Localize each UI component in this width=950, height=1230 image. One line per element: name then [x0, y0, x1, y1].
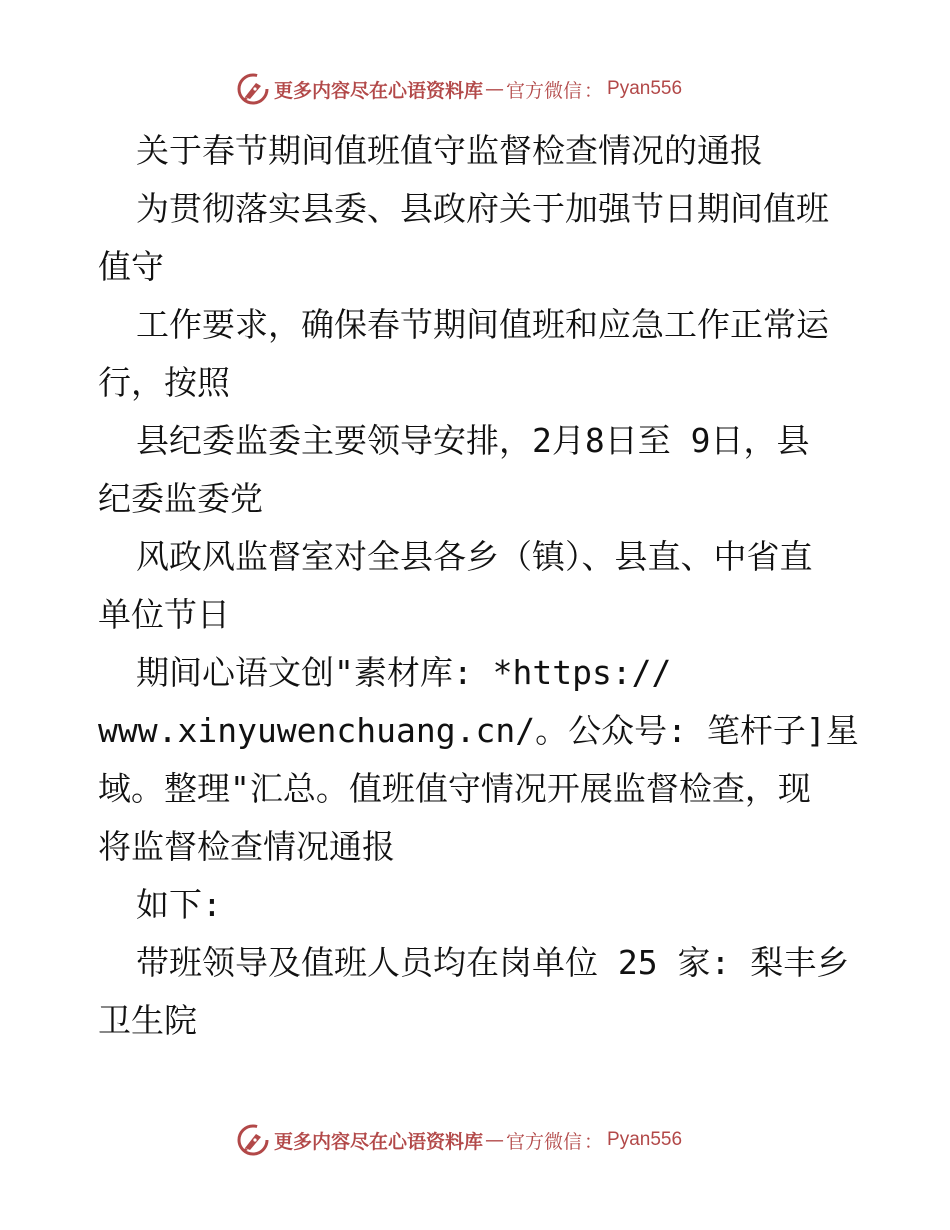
footer-banner	[236, 1123, 756, 1157]
paragraph-line: 工作要求，确保春节期间值班和应急工作正常运	[136, 305, 829, 344]
paragraph-line: www.xinyuwenchuang.cn/。公众号: 笔杆子]星	[98, 711, 859, 750]
paragraph-line: 如下:	[136, 885, 222, 924]
paragraph-line: 带班领导及值班人员均在岗单位 25 家: 梨丰乡	[136, 943, 850, 982]
document-title: 关于春节期间值班值守监督检查情况的通报	[136, 131, 763, 170]
header-banner	[236, 72, 756, 106]
paragraph-line: 域。整理"汇总。值班值守情况开展监督检查，现	[98, 769, 811, 808]
paragraph-line: 为贯彻落实县委、县政府关于加强节日期间值班	[136, 189, 829, 228]
banner-wechat-label: 官方微信	[506, 1130, 583, 1153]
banner-colon: ：	[584, 1130, 604, 1153]
banner-dash: —	[485, 1129, 505, 1151]
paragraph-line: 卫生院	[98, 1001, 197, 1040]
banner-colon: ：	[584, 79, 604, 102]
pen-nib-circle-icon	[236, 72, 270, 106]
pen-nib-circle-icon	[236, 1123, 270, 1157]
paragraph-line: 单位节日	[98, 595, 230, 634]
banner-text: 更多内容尽在心语资料库	[274, 79, 484, 102]
banner-text: 更多内容尽在心语资料库	[274, 1130, 484, 1153]
banner-wechat-label: 官方微信	[506, 79, 583, 102]
paragraph-line: 值守	[98, 247, 164, 286]
banner-wechat-id: Pyan556	[607, 78, 683, 99]
paragraph-line: 将监督检查情况通报	[98, 827, 395, 866]
paragraph-line: 风政风监督室对全县各乡（镇）、县直、中省直	[136, 537, 813, 576]
document-body	[98, 122, 858, 1050]
banner-dash: —	[485, 78, 505, 100]
paragraph-line: 县纪委监委主要领导安排，2月8日至 9日，县	[136, 421, 810, 460]
paragraph-line: 行，按照	[98, 363, 230, 402]
paragraph-line: 期间心语文创"素材库: *https://	[136, 653, 672, 692]
paragraph-line: 纪委监委党	[98, 479, 263, 518]
banner-wechat-id: Pyan556	[607, 1129, 683, 1150]
